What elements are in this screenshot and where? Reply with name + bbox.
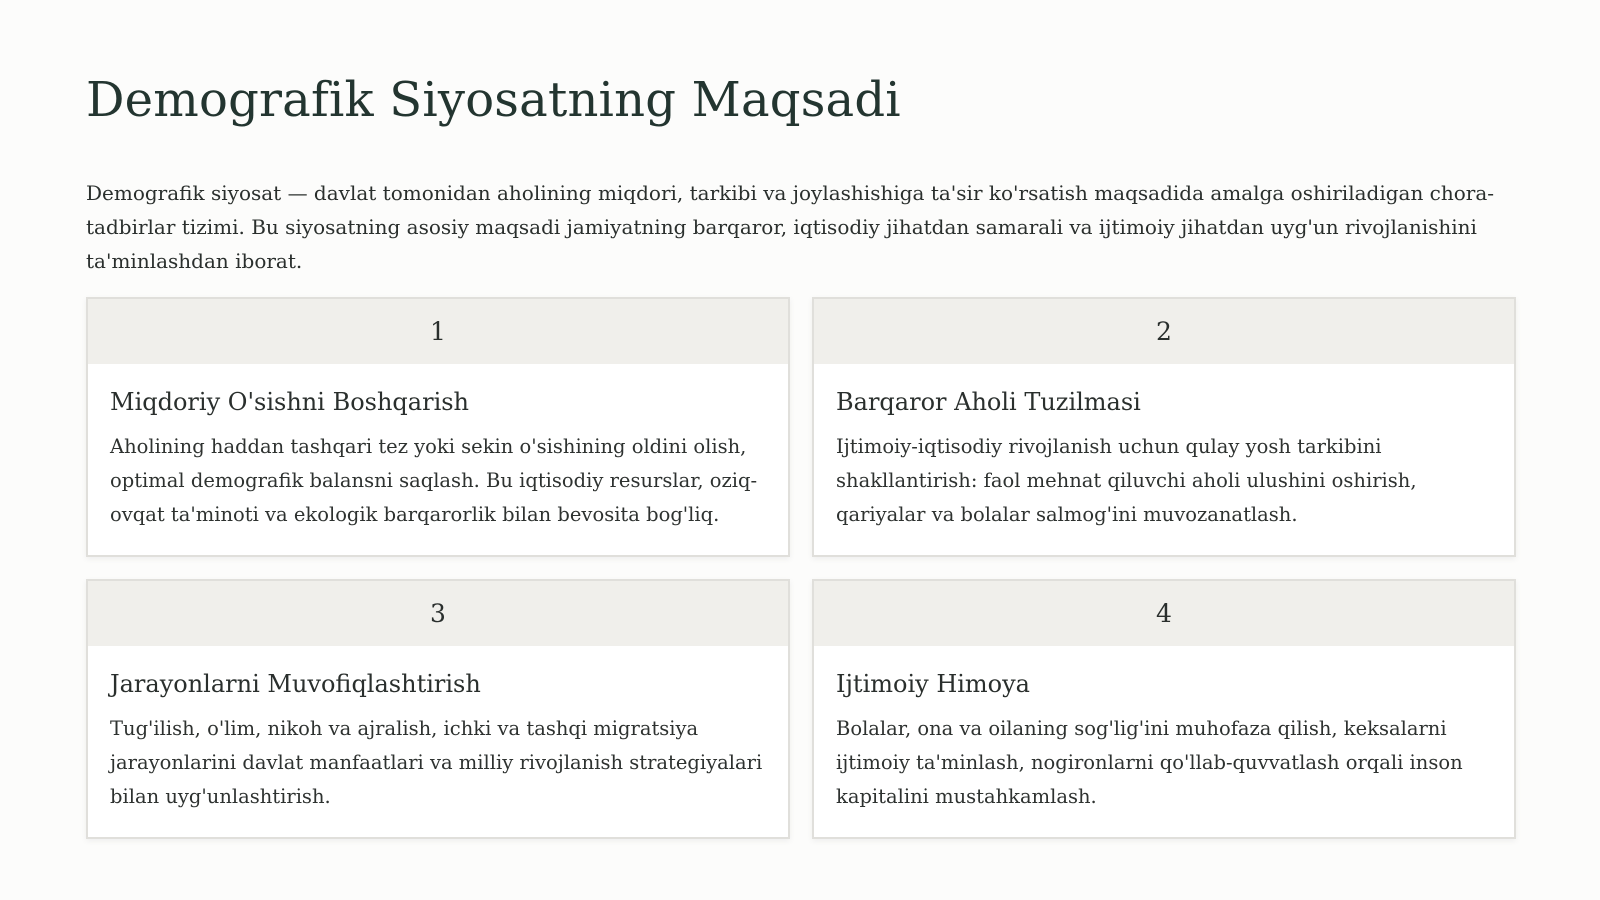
card-text: Tug'ilish, o'lim, nikoh va ajralish, ichki va tashqi migratsiya jarayonlarini davlat manfaatlari va milliy rivojlanish strategiyalari bilan uyg'unlashtirish. — [110, 717, 763, 808]
intro-paragraph: Demografik siyosat — davlat tomonidan aholining miqdori, tarkibi va joylashishiga ta'sir ko'rsatish maqsadida amalga oshiriladigan chora-tadbirlar tizimi. Bu siyosatning asosiy maqsadi jamiyatning barqaror, iqtisodiy jihatdan samarali va ijtimoiy jihatdan uyg'un rivojlanishini ta'minlashdan iborat. — [86, 181, 1495, 273]
card-heading: Jarayonlarni Muvofiqlashtirish — [110, 670, 481, 698]
goal-card-4 — [812, 579, 1516, 839]
goal-card-1 — [86, 297, 790, 557]
card-heading: Barqaror Aholi Tuzilmasi — [836, 388, 1141, 416]
card-body — [88, 364, 788, 532]
card-heading: Miqdoriy O'sishni Boshqarish — [110, 388, 470, 416]
page-title: Demografik Siyosatning Maqsadi — [86, 72, 901, 128]
goal-card-3 — [86, 579, 790, 839]
card-body — [814, 364, 1514, 532]
card-body — [814, 646, 1514, 814]
goal-card-2 — [812, 297, 1516, 557]
card-number: 4 — [814, 581, 1514, 646]
card-body — [88, 646, 788, 814]
card-number: 3 — [88, 581, 788, 646]
card-text: Ijtimoiy-iqtisodiy rivojlanish uchun qulay yosh tarkibini shakllantirish: faol mehnat qiluvchi aholi ulushini oshirish, qariyalar va bolalar salmog'ini muvozanatlash. — [836, 435, 1417, 526]
goals-grid — [86, 297, 1516, 839]
card-heading: Ijtimoiy Himoya — [836, 670, 1030, 698]
card-number: 2 — [814, 299, 1514, 364]
card-text: Bolalar, ona va oilaning sog'lig'ini muhofaza qilish, keksalarni ijtimoiy ta'minlash, nogironlarni qo'llab-quvvatlash orqali inson kapitalini mustahkamlash. — [836, 717, 1463, 808]
card-text: Aholining haddan tashqari tez yoki sekin o'sishining oldini olish, optimal demografik balansni saqlash. Bu iqtisodiy resurslar, oziq-ovqat ta'minoti va ekologik barqarorlik bilan bevosita bog'liq. — [110, 435, 758, 526]
card-number: 1 — [88, 299, 788, 364]
